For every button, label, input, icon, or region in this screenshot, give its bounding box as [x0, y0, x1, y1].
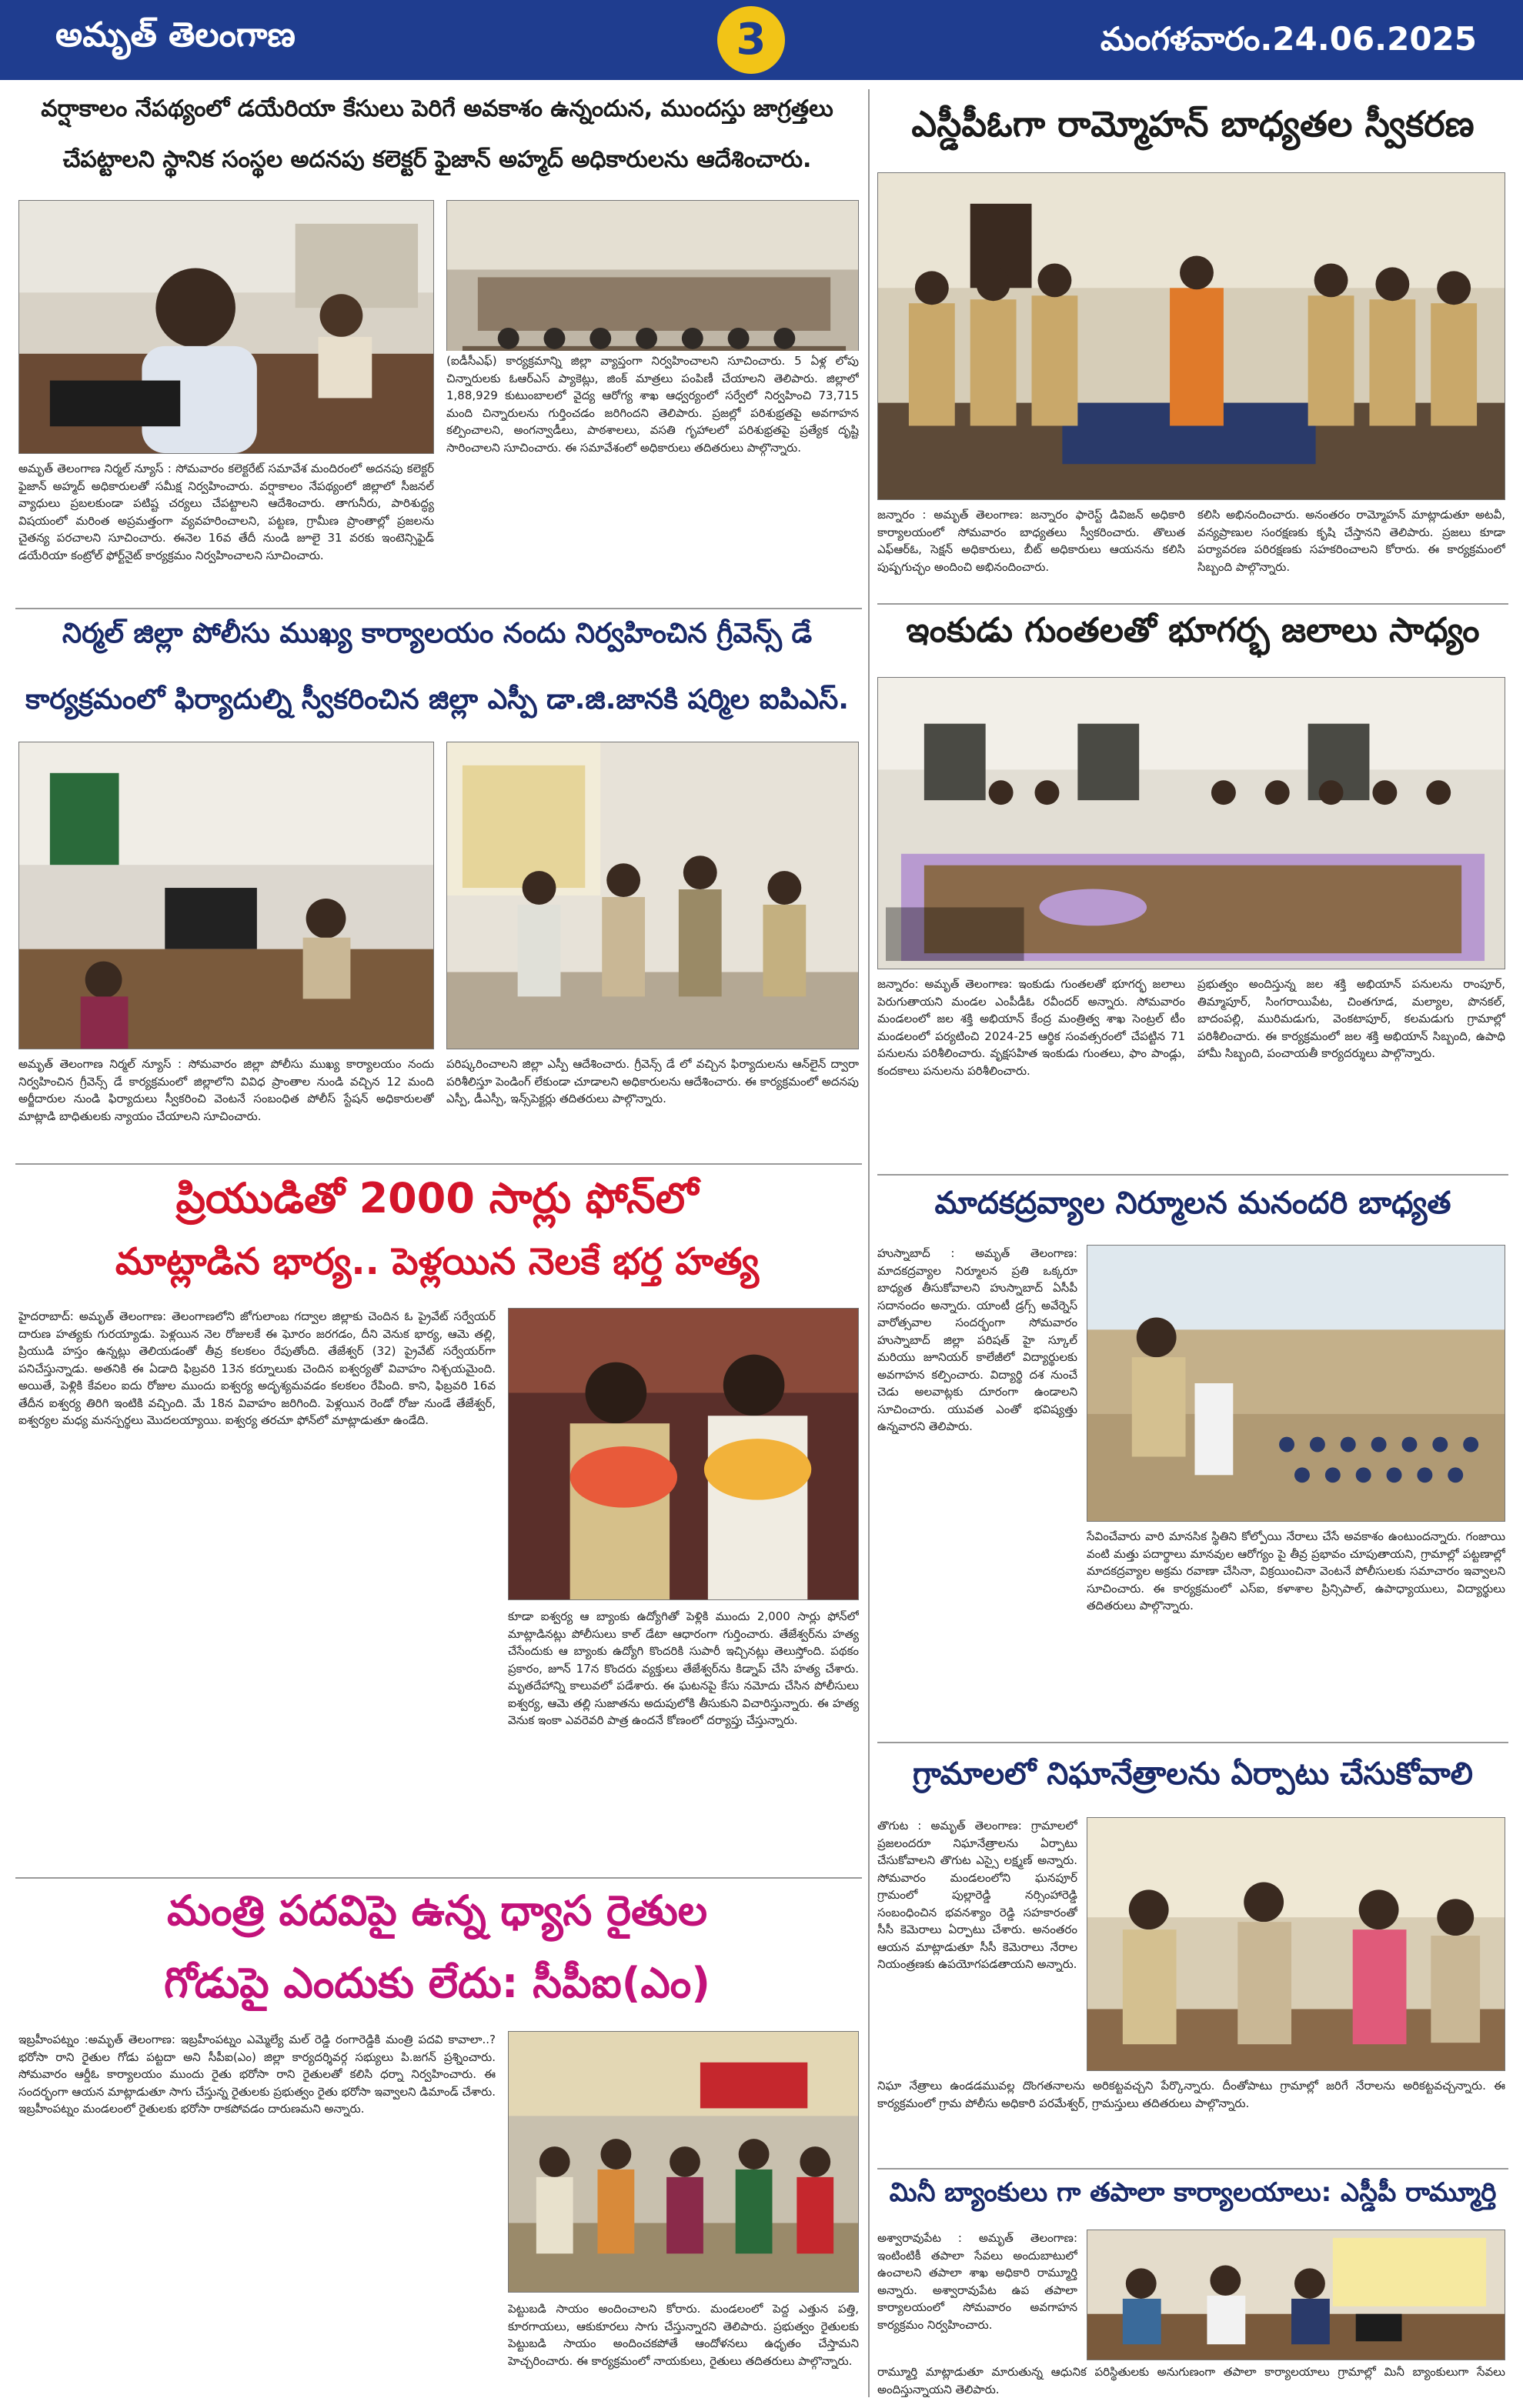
- divider: [15, 608, 862, 609]
- cctv-headline: గ్రామాలలో నిఘానేత్రాలను ఏర్పాటు చేసుకోవాలి: [913, 1756, 1473, 1792]
- masthead: [0, 0, 1523, 80]
- cpim-headline-line2: గోడుపై ఎందుకు లేదు: సీపీఐ(ఎం): [164, 1959, 710, 2007]
- police-article-col2: పరిష్కరించాలని జిల్లా ఎస్పీ ఆదేశించారు. గ్రీవెన్స్ డే లో వచ్చిన ఫిర్యాదులను ఆన్‌లైన్ ద్వారా పరిశీలిస్తూ పెండింగ్ లేకుండా చూడాలని అధికారులను ఆదేశించారు. ఈ కార్యక్రమంలో అదనపు ఎస్పీ, డీఎస్పీ, ఇన్స్‌పెక్టర్లు తదితరులు పాల్గొన్నారు.: [446, 1057, 859, 1106]
- issue-date: మంగళవారం.24.06.2025: [1100, 20, 1477, 58]
- wedding-couple-photo: [508, 1308, 859, 1600]
- cpim-article-col1: ఇబ్రహీంపట్నం :అమృత్ తెలంగాణ: ఇబ్రహీంపట్నం ఎమ్మెల్యే మల్ రెడ్డి రంగారెడ్డికి మంత్రి పదవి కావాలా..? భరోసా రాని రైతుల గోడు పట్టదా అని సీపీఐ(ఎం) జిల్లా కార్యదర్శివర్గ సభ్యులు పి.జగన్ ప్రశ్నించారు. సోమవారం ఆర్డీఓ కార్యాలయం ముందు రైతు భరోసా రాని రైతులతో కలిసి ధర్నా నిర్వహించారు. ఈ సందర్భంగా ఆయన మాట్లాడుతూ సాగు చేస్తున్న రైతులకు ప్రభుత్వం రైతు భరోసా ఇవ్వాలని డిమాండ్ చేశారు. ఇబ్రహీంపట్నం మండలంలో రైతులకు భరోసా రాకపోవడం దారుణమని అన్నారు.: [18, 2033, 496, 2116]
- collector-article-col1: అమృత్ తెలంగాణ నిర్మల్ న్యూస్ : సోమవారం కలెక్టరేట్ సమావేశ మందిరంలో అదనపు కలెక్టర్ ఫైజాన్ అహ్మద్ అధికారులతో సమీక్ష నిర్వహించారు. వర్షాకాలం నేపథ్యంలో జిల్లాలో సీజనల్ వ్యాధులు ప్రబలకుండా పటిష్ట చర్యలు చేపట్టాలని ఆదేశించారు. తాగునీరు, పారిశుద్ధ్య విషయంలో మరింత అప్రమత్తంగా వ్యవహరించాలని, పట్టణ, గ్రామీణ ప్రాంతాల్లో ప్రజలను చైతన్య పరచాలని సూచించారు. ఈనెల 16వ తేదీ నుండి జూలై 31 వరకు ఇంటెన్సిఫైడ్ డయేరియా కంట్రోల్ ఫోర్ట్‌నైట్ కార్యక్రమం నిర్వహించాలని సూచించారు.: [18, 462, 434, 562]
- grievance-complainants-photo: [446, 742, 859, 1049]
- sdpo-headline: ఎస్డీపీఓగా రామ్మోహన్ బాధ్యతల స్వీకరణ: [911, 103, 1475, 145]
- wife-article-col1: హైదరాబాద్: అమృత్ తెలంగాణ: తెలంగాణలోని జోగులాంబ గద్వాల జిల్లాకు చెందిన ఓ ప్రైవేట్ సర్వేయర్ దారుణ హత్యకు గురయ్యాడు. పెళ్లయిన నెల రోజులకే ఈ ఘోరం జరగడం, దీని వెనుక భార్య, ఆమె తల్లి, ప్రియుడి హస్తం ఉన్నట్లు తెలియడంతో తీవ్ర కలకలం రేపుతోంది. తేజేశ్వర్ (32) ప్రైవేట్ సర్వేయర్‌గా పనిచేస్తున్నాడు. అతనికి ఈ ఏడాది ఫిబ్రవరి 13న కర్నూలుకు చెందిన ఐశ్వర్యతో వివాహం నిశ్చయమైంది. అయితే, పెళ్లికి కేవలం ఐదు రోజుల ముందు ఐశ్వర్య అదృశ్యమవడం కలకలం రేపింది. కాని, ఫిబ్రవరి 16వ తేదీన ఐశ్వర్య తిరిగి ఇంటికి వచ్చింది. మే 18న వివాహం జరిగింది. పెళ్లయిన రెండో రోజు నుండే తేజేశ్వర్, ఐశ్వర్యల మధ్య మనస్పర్థలు మొదలయ్యాయి. ఐశ్వర్య తరచూ ఫోన్‌లో మాట్లాడుతూ ఉండేది.: [18, 1309, 496, 1427]
- divider: [15, 1163, 862, 1165]
- collector-headline-line1: వర్షాకాలం నేపథ్యంలో డయేరియా కేసులు పెరిగే అవకాశం ఉన్నందున, ముందస్తు జాగ్రత్తలు: [41, 95, 833, 122]
- collector-article-col2: (ఐడీసీఎఫ్) కార్యక్రమాన్ని జిల్లా వ్యాప్తంగా నిర్వహించాలని సూచించారు. 5 ఏళ్ల లోపు చిన్నారులకు ఓఆర్ఎస్ ప్యాకెట్లు, జింక్ మాత్రలు పంపిణీ చేయాలని తెలిపారు. జిల్లాలో 1,88,929 కుటుంబాలలో వైద్య ఆరోగ్య శాఖ ఆధ్వర్యంలో సర్వేలో నిర్వహించి 73,715 మంది చిన్నారులను గుర్తించడం జరిగిందని తెలిపారు. ప్రజల్లో పరిశుభ్రతపై అవగాహన కల్పించాలని, అంగన్వాడీలు, పాఠశాలలు, వసతి గృహాలలో పరిశుభ్రతపై ప్రత్యేక దృష్టి సారించాలని సూచించారు. ఈ సమావేశంలో అధికారులు తదితరులు పాల్గొన్నారు.: [446, 351, 859, 600]
- groundwater-article-col2: ప్రభుత్వం అందిస్తున్న జల శక్తి అభియాన్ పనులను రాంపూర్, తిమ్మాపూర్, సింగరాయిపేట, చింతగూడ, మల్యాల, పొనకల్, బాదంపల్లి, మురిమడుగు, వెంకటాపూర్, కలమడుగు గ్రామాల్లో పరిశీలించారు. ఈ కార్యక్రమంలో జల శక్తి అభియాన్ సిబ్బంది, ఉపాధి హామీ సిబ్బంది, పంచాయతీ కార్యదర్శులు పాల్గొన్నారు.: [1197, 977, 1505, 1060]
- cctv-felicitation-photo: [1087, 1817, 1505, 2071]
- drugs-awareness-photo: [1087, 1245, 1505, 1522]
- groundwater-headline: ఇంకుడు గుంతలతో భూగర్భ జలాలు సాధ్యం: [906, 611, 1480, 650]
- wife-article-col2: కూడా ఐశ్వర్య ఆ బ్యాంకు ఉద్యోగితో పెళ్లికి ముందు 2,000 సార్లు ఫోన్‌లో మాట్లాడినట్లు పోలీసులు కాల్ డేటా ఆధారంగా గుర్తించారు. తేజేశ్వర్‌ను హత్య చేసేందుకు ఆ బ్యాంకు ఉద్యోగి కొందరికి సుపారీ ఇచ్చినట్లు తెలుస్తోంది. పథకం ప్రకారం, జూన్ 17న కొందరు వ్యక్తులు తేజేశ్వర్‌ను కిడ్నాప్ చేసి హత్య చేశారు. మృతదేహాన్ని కాలువలో పడేశారు. ఈ ఘటనపై కేసు నమోదు చేసిన పోలీసులు ఐశ్వర్య, ఆమె తల్లి సుజాతను అదుపులోకి తీసుకుని విచారిస్తున్నారు. ఈ హత్య వెనుక ఇంకా ఎవరెవరి పాత్ర ఉందనే కోణంలో దర్యాప్తు చేస్తున్నారు.: [508, 1609, 859, 1727]
- column-divider: [868, 89, 870, 2397]
- wife-headline-line2: మాట్లాడిన భార్య.. పెళ్లయిన నెలకే భర్త హత్య: [115, 1240, 760, 1283]
- mini-bank-article-col1: అశ్వారావుపేట : అమృత్ తెలంగాణ: ఇంటింటికీ తపాలా సేవలు అందుబాటులో ఉంచాలని తపాలా శాఖ అధికారి రామ్మూర్తి అన్నారు. అశ్వారావుపేట ఉప తపాలా కార్యాలయంలో సోమవారం అవగాహన కార్యక్రమం నిర్వహించారు.: [877, 2231, 1077, 2332]
- paper-name: అమృత్ తెలంగాణ: [55, 15, 296, 55]
- page-number-badge: 3: [717, 6, 785, 74]
- wife-headline-line1: ప్రియుడితో 2000 సార్లు ఫోన్‌లో: [175, 1174, 699, 1222]
- grievance-office-photo: [18, 742, 434, 1049]
- divider: [877, 2168, 1508, 2170]
- mini-bank-headline: మినీ బ్యాంకులు గా తపాలా కార్యాలయాలు: ఎస్డీపీ రామ్మూర్తి: [889, 2177, 1497, 2208]
- divider: [15, 1877, 862, 1879]
- divider: [877, 1742, 1508, 1743]
- groundwater-article-col1: జన్నారం: అమృత్ తెలంగాణ: ఇంకుడు గుంతలతో భూగర్భ జలాలు పెరుగుతాయని మండల ఎంపీడీఓ రవీందర్ అన్నారు. సోమవారం మండలంలో జల శక్తి అభియాన్ కేంద్ర మంత్రిత్వ శాఖ సెంట్రల్ టీం మండలంలో పర్యటించి 2024-25 ఆర్థిక సంవత్సరంలో చేపట్టిన 71 పనులను పరిశీలించారు. వృక్షసహిత ఇంకుడు గుంతలు, ఫాం పాండ్లు, కందకాలు పనులను పరిశీలించారు.: [877, 977, 1185, 1078]
- police-headline-line1: నిర్మల్ జిల్లా పోలీసు ముఖ్య కార్యాలయం నందు నిర్వహించిన గ్రీవెన్స్ డే: [62, 618, 813, 649]
- cpim-article-col2: పెట్టుబడి సాయం అందించాలని కోరారు. మండలంలో పెద్ద ఎత్తున పత్తి, కూరగాయలు, ఆకుకూరలు సాగు చేస్తున్నారని తెలిపారు. ప్రభుత్వం రైతులకు పెట్టుబడి సాయం అందించకపోతే ఆందోళనలు ఉధృతం చేస్తామని హెచ్చరించారు. ఈ కార్యక్రమంలో నాయకులు, రైతులు తదితరులు పాల్గొన్నారు.: [508, 2302, 859, 2368]
- collector-headline-line2: చేపట్టాలని స్థానిక సంస్థల అదనపు కలెక్టర్ ఫైజాన్ అహ్మద్ అధికారులను ఆదేశించారు.: [62, 146, 812, 173]
- cctv-article-col2: నిఘా నేత్రాలు ఉండడమువల్ల దొంగతనాలను అరికట్టవచ్చని పేర్కొన్నారు. దీంతోపాటు గ్రామాల్లో జరిగే నేరాలను అరికట్టవచ్చన్నారు. ఈ కార్యక్రమంలో గ్రామ పోలీసు అధికారి పరమేశ్వర్, గ్రామస్తులు తదితరులు పాల్గొన్నారు.: [877, 2079, 1505, 2110]
- police-headline-line2: కార్యక్రమంలో ఫిర్యాదుల్ని స్వీకరించిన జిల్లా ఎస్పీ డా.జి.జానకి షర్మిల ఐపిఎస్.: [25, 684, 849, 715]
- post-office-meeting-photo: [1087, 2230, 1505, 2360]
- drugs-article-col2: సేవించేవారు వారి మానసిక స్థితిని కోల్పోయి నేరాలు చేసే అవకాశం ఉంటుందన్నారు. గంజాయి వంటి మత్తు పదార్థాలు మానవుల ఆరోగ్యం పై తీవ్ర ప్రభావం చూపుతాయని, గ్రామాల్లో పట్టణాల్లో మాదకద్రవ్యాల అక్రమ రవాణా చేసినా, విక్రయించినా వెంటనే పోలీసులకు సమాచారం ఇవ్వాలని సూచించారు. ఈ కార్యక్రమంలో ఎస్ఐ, కళాశాల ప్రిన్సిపాల్, ఉపాధ్యాయులు, విద్యార్థులు తదితరులు పాల్గొన్నారు.: [1087, 1529, 1505, 1613]
- divider: [877, 603, 1508, 605]
- police-article-col1: అమృత్ తెలంగాణ నిర్మల్ న్యూస్ : సోమవారం జిల్లా పోలీసు ముఖ్య కార్యాలయం నందు నిర్వహించిన గ్రీవెన్స్ డే కార్యక్రమంలో జిల్లాలోని వివిధ ప్రాంతాల నుండి వచ్చిన 12 మంది అర్జీదారుల నుండి ఫిర్యాదులు స్వీకరించి వెంటనే సంబంధిత పోలీస్ స్టేషన్ అధికారులతో మాట్లాడి బాధితులకు న్యాయం చేయాలని సూచించారు.: [18, 1057, 434, 1123]
- farmers-protest-photo: [508, 2031, 859, 2293]
- cctv-article-col1: తొగుట : అమృత్ తెలంగాణ: గ్రామాలలో ప్రజలందరూ నిఘానేత్రాలను ఏర్పాటు చేసుకోవాలని తొగుట ఎస్సై లక్ష్మణ్ అన్నారు. సోమవారం మండలంలోని ఘనపూర్ గ్రామంలో పుల్లారెడ్డి నర్సింహారెడ్డి సంబంధించిన భవనశ్యాం రెడ్డి సహకారంతో సీసీ కెమెరాలు ఏర్పాటు చేశారు. అనంతరం ఆయన మాట్లాడుతూ సీసీ కెమెరాలు నేరాల నియంత్రణకు ఉపయోగపడతాయని అన్నారు.: [877, 1819, 1077, 1971]
- sdpo-officers-photo: [877, 172, 1505, 500]
- soak-pit-inspection-photo: [877, 677, 1505, 969]
- mini-bank-article-col2: రామ్మూర్తి మాట్లాడుతూ మారుతున్న ఆధునిక పరిస్థితులకు అనుగుణంగా తపాలా కార్యాలయాలు గ్రామాల్లో మినీ బ్యాంకులుగా సేవలు అందిస్తున్నాయని తెలిపారు.: [877, 2365, 1505, 2396]
- drugs-headline: మాదకద్రవ్యాల నిర్మూలన మనందరి బాధ్యత: [934, 1186, 1451, 1221]
- collector-meeting-photo: [18, 200, 434, 454]
- sdpo-article-col1: జన్నారం : అమృత్ తెలంగాణ: జన్నారం ఫారెస్ట్ డివిజన్ అధికారి కార్యాలయంలో సోమవారం బాధ్యతలు స్వీకరించారు. తొలుత ఎఫ్ఆర్ఓ, సెక్షన్ అధికారులు, బీట్ అధికారులు ఆయనను కలిసి పుష్పగుచ్ఛం అందించి అభినందించారు.: [877, 508, 1185, 574]
- sdpo-article-col2: కలిసి అభినందించారు. అనంతరం రామ్మోహన్ మాట్లాడుతూ అటవీ, వన్యప్రాణుల సంరక్షణకు కృషి చేస్తానని తెలిపారు. ప్రజలు కూడా పర్యావరణ పరిరక్షణకు సహకరించాలని కోరారు. ఈ కార్యక్రమంలో సిబ్బంది పాల్గొన్నారు.: [1197, 508, 1505, 574]
- cpim-headline-line1: మంత్రి పదవిపై ఉన్న ధ్యాస రైతుల: [166, 1886, 708, 1935]
- divider: [877, 1174, 1508, 1176]
- drugs-article-col1: హుస్నాబాద్ : అమృత్ తెలంగాణ: మాదకద్రవ్యాల నిర్మూలన ప్రతి ఒక్కరూ బాధ్యత తీసుకోవాలని హుస్నాబాద్ ఏసీపీ సదానందం అన్నారు. యాంటీ డ్రగ్స్ అవేర్నెస్ వారోత్సవాల సందర్భంగా సోమవారం హుస్నాబాద్ జిల్లా పరిషత్ హై స్కూల్ మరియు జూనియర్ కాలేజీలో విద్యార్థులకు అవగాహన కల్పించారు. విద్యార్థి దశ నుంచే చెడు అలవాట్లకు దూరంగా ఉండాలని సూచించారు. యువత ఎంతో భవిష్యత్తు ఉన్నవారని తెలిపారు.: [877, 1246, 1077, 1433]
